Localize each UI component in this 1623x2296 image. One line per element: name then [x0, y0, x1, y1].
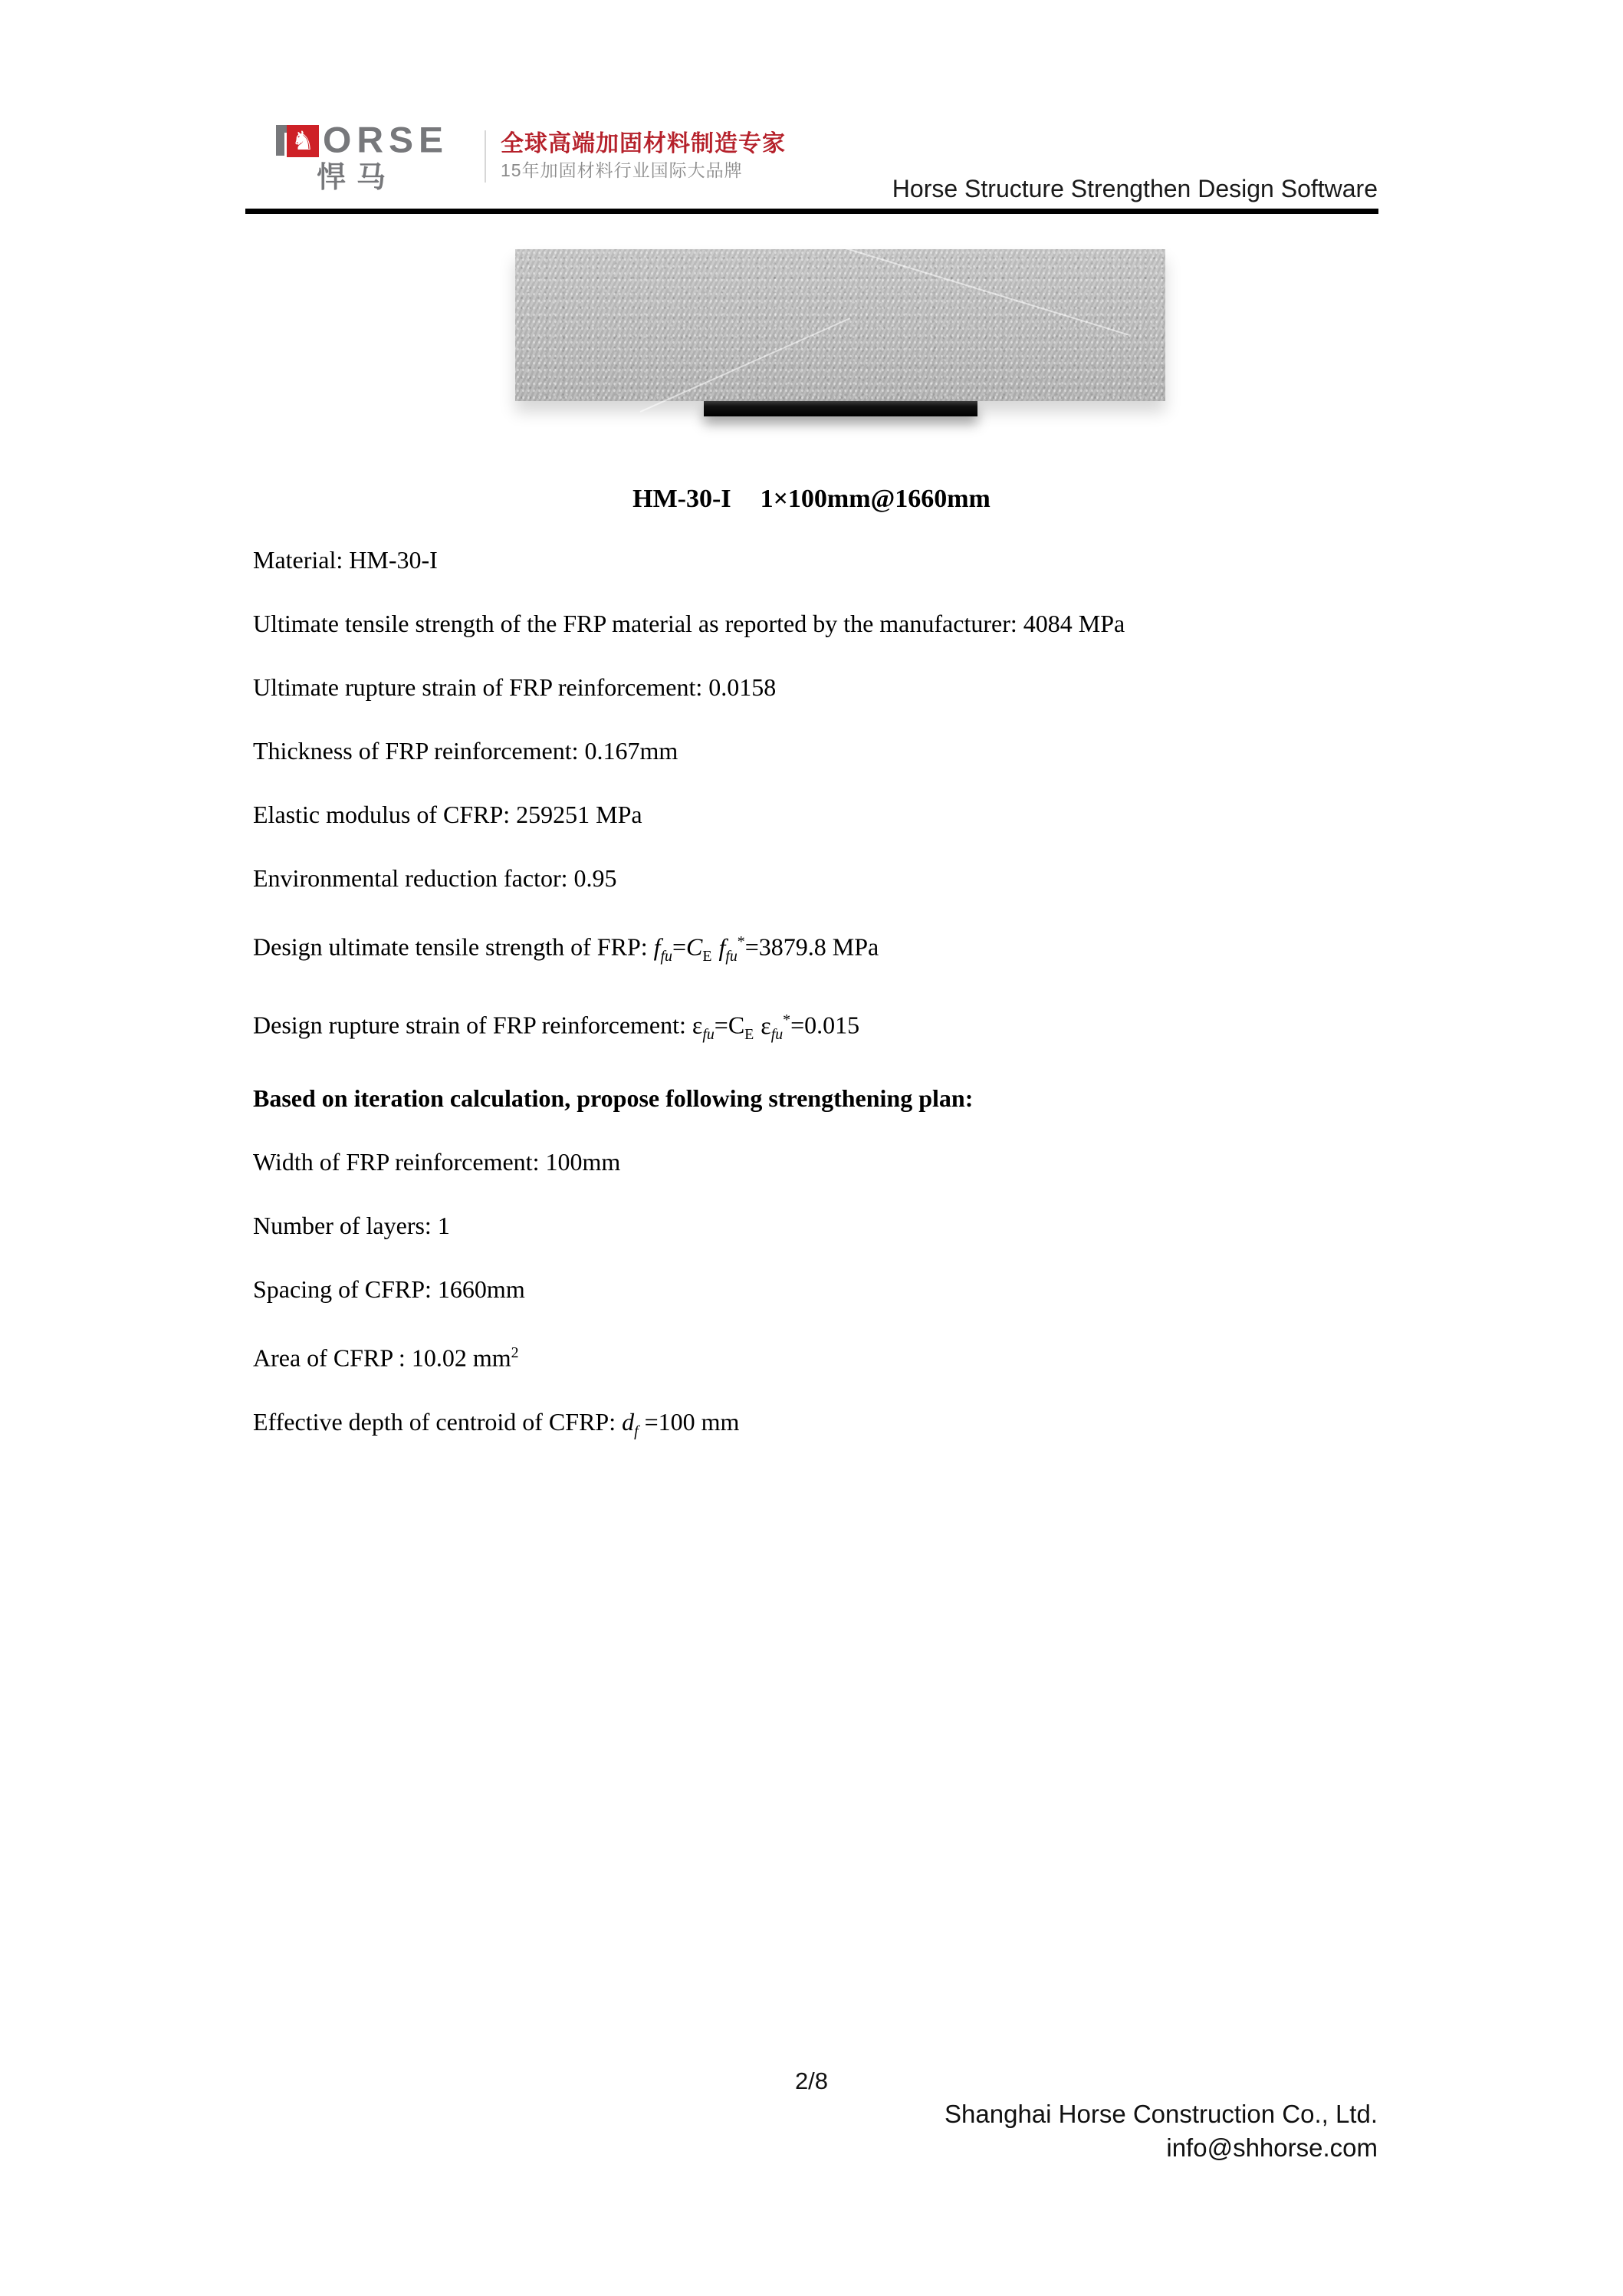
thickness-line: Thickness of FRP reinforcement: 0.167mm [253, 737, 678, 765]
ultimate-tensile-line: Ultimate tensile strength of the FRP material as reported by the manufacturer: 4084 MPa [253, 610, 1125, 637]
logo-chinese-name: 悍马 [316, 162, 396, 194]
concrete-beam-photo [515, 249, 1165, 401]
strip-spec: 1×100mm@1660mm [760, 485, 991, 513]
logo-letters: ORSE [323, 120, 449, 161]
header-rule [245, 209, 1378, 214]
area-line: Area of CFRP : 10.02 $mm^2$ [253, 1344, 519, 1372]
elastic-modulus-line: Elastic modulus of CFRP: 259251 MPa [253, 801, 642, 828]
design-strain-line: Design rupture strain of FRP reinforcement: $\varepsilon_{fu}=C_E$ $\varepsilon_{fu}^*=0.015$ [253, 1011, 860, 1044]
env-factor-line: Environmental reduction factor: 0.95 [253, 864, 617, 892]
ultimate-rupture-line: Ultimate rupture strain of FRP reinforcement: 0.0158 [253, 673, 777, 701]
footer-company: Shanghai Horse Construction Co., Ltd. [945, 2100, 1378, 2128]
report-body [253, 548, 1380, 1482]
layers-line: Number of layers: 1 [253, 1212, 450, 1240]
plan-heading: Based on iteration calculation, propose following strengthening plan: [253, 1084, 974, 1113]
footer-email: info@shhorse.com [1166, 2133, 1378, 2162]
width-line: Width of FRP reinforcement: 100mm [253, 1148, 621, 1176]
horse-logo [276, 120, 449, 194]
tagline-sub: 15年加固材料行业国际大品牌 [501, 160, 743, 180]
logo-wordmark [276, 120, 449, 161]
depth-line: Effective depth of centroid of CFRP: $d_f =100$ mm [253, 1407, 740, 1440]
concrete-scratch [813, 238, 1129, 336]
frp-strip [704, 401, 977, 416]
concrete-scratch [640, 317, 851, 413]
horse-knight-icon: ♞ [287, 125, 319, 157]
material-code: HM-30-I [632, 485, 731, 513]
material-line: Material: HM-30-I [253, 546, 438, 574]
design-strength-line: Design ultimate tensile strength of FRP: $f_{fu}=C_E$ $f_{fu}^*=3879.8$ MPa [253, 933, 879, 965]
section-title [0, 485, 1623, 514]
app-title: Horse Structure Strengthen Design Software [892, 175, 1378, 202]
page-number: 2/8 [794, 2067, 829, 2094]
logo-taglines [501, 132, 786, 180]
tagline-main: 全球高端加固材料制造专家 [501, 131, 786, 156]
spacing-line: Spacing of CFRP: 1660mm [253, 1275, 525, 1304]
